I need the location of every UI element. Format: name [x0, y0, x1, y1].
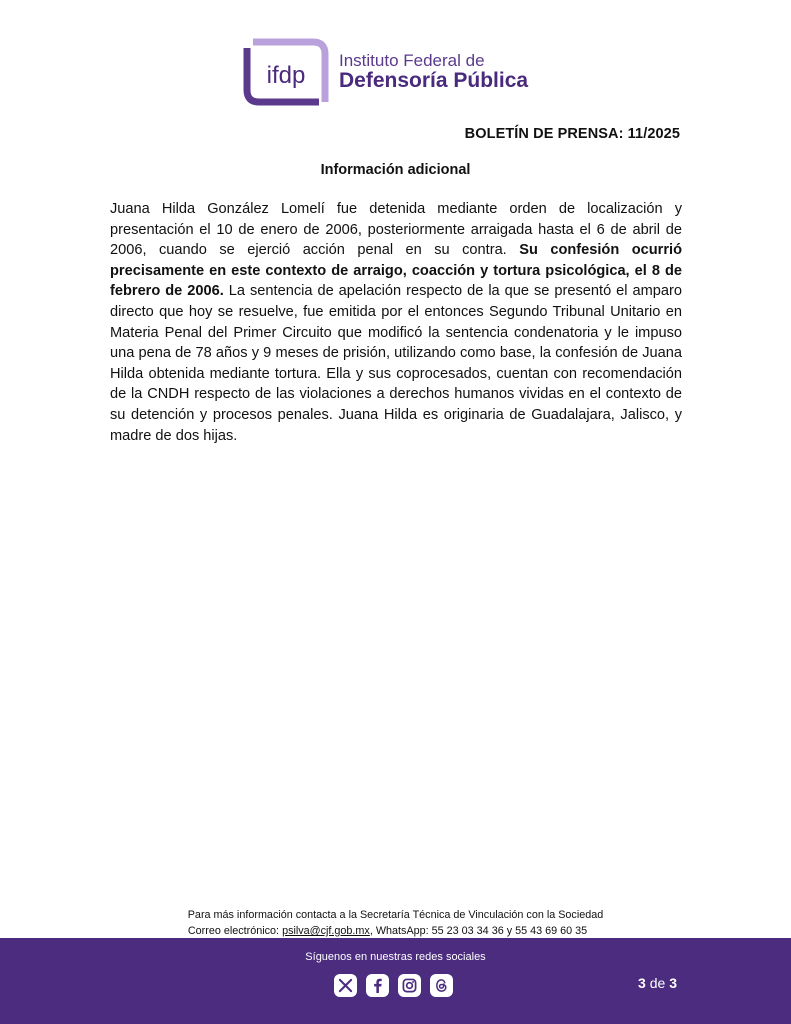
logo-line-institute: Instituto Federal de [339, 51, 485, 70]
threads-icon[interactable] [430, 974, 453, 997]
logo-mark-text: ifdp [266, 62, 306, 89]
page-of: de [645, 975, 670, 991]
page-total: 3 [669, 975, 677, 991]
x-icon[interactable] [334, 974, 357, 997]
footer-bar [0, 938, 791, 1024]
page-number [638, 975, 677, 991]
bulletin-title: BOLETÍN DE PRENSA: 11/2025 [464, 126, 680, 142]
instagram-icon[interactable] [398, 974, 421, 997]
logo-line-defensoria: Defensoría Pública [339, 68, 529, 92]
body-text-part2: La sentencia de apelación respecto de la que se presentó el amparo directo que hoy se resuelve, fue emitida por el entonces Segundo Tribunal Unitario en Materia Penal del Primer Circuito que modificó la sentencia condenatoria y le impuso una pena de 78 años y 9 meses de prisión, utilizando como base, la confesión de Juana Hilda obtenida mediante tortura. Ella y sus coprocesados, cuentan con recomendación de la CNDH respecto de las violaciones a derechos humanos vividas en el contexto de su detención y procesos penales. Juana Hilda es originaria de Guadalajara, Jalisco, y madre de dos hijas. [110, 283, 682, 444]
contact-line2 [0, 923, 791, 939]
follow-label: Síguenos en nuestras redes sociales [305, 951, 486, 963]
body-paragraph [110, 199, 682, 446]
contact-line1: Para más información contacta a la Secretaría Técnica de Vinculación con la Sociedad [187, 909, 604, 921]
whatsapp-text: , WhatsApp: 55 23 03 34 36 y 55 43 69 60 35 [369, 925, 588, 937]
ifdp-logo-mark [243, 38, 329, 106]
social-icons [334, 974, 453, 998]
page-current: 3 [638, 975, 646, 991]
ifdp-logo [243, 38, 533, 108]
email-label: Correo electrónico: [187, 925, 283, 937]
contact-info [0, 907, 791, 939]
section-title: Información adicional [320, 162, 471, 178]
email-link[interactable]: psilva@cjf.gob.mx [282, 925, 370, 937]
body-text-bold: Su confesión ocurrió precisamente en este contexto de arraigo, coacción y tortura psicológica, el 8 de febrero de 2006. [110, 242, 683, 300]
logo-text [339, 52, 528, 92]
body-text-part1: Juana Hilda González Lomelí fue detenida mediante orden de localización y presentación el 10 de enero de 2006, posteriormente arraigada hasta el 6 de abril de 2006, cuando se ejerció acción penal en su contra. [110, 201, 682, 259]
facebook-icon[interactable] [366, 974, 389, 997]
